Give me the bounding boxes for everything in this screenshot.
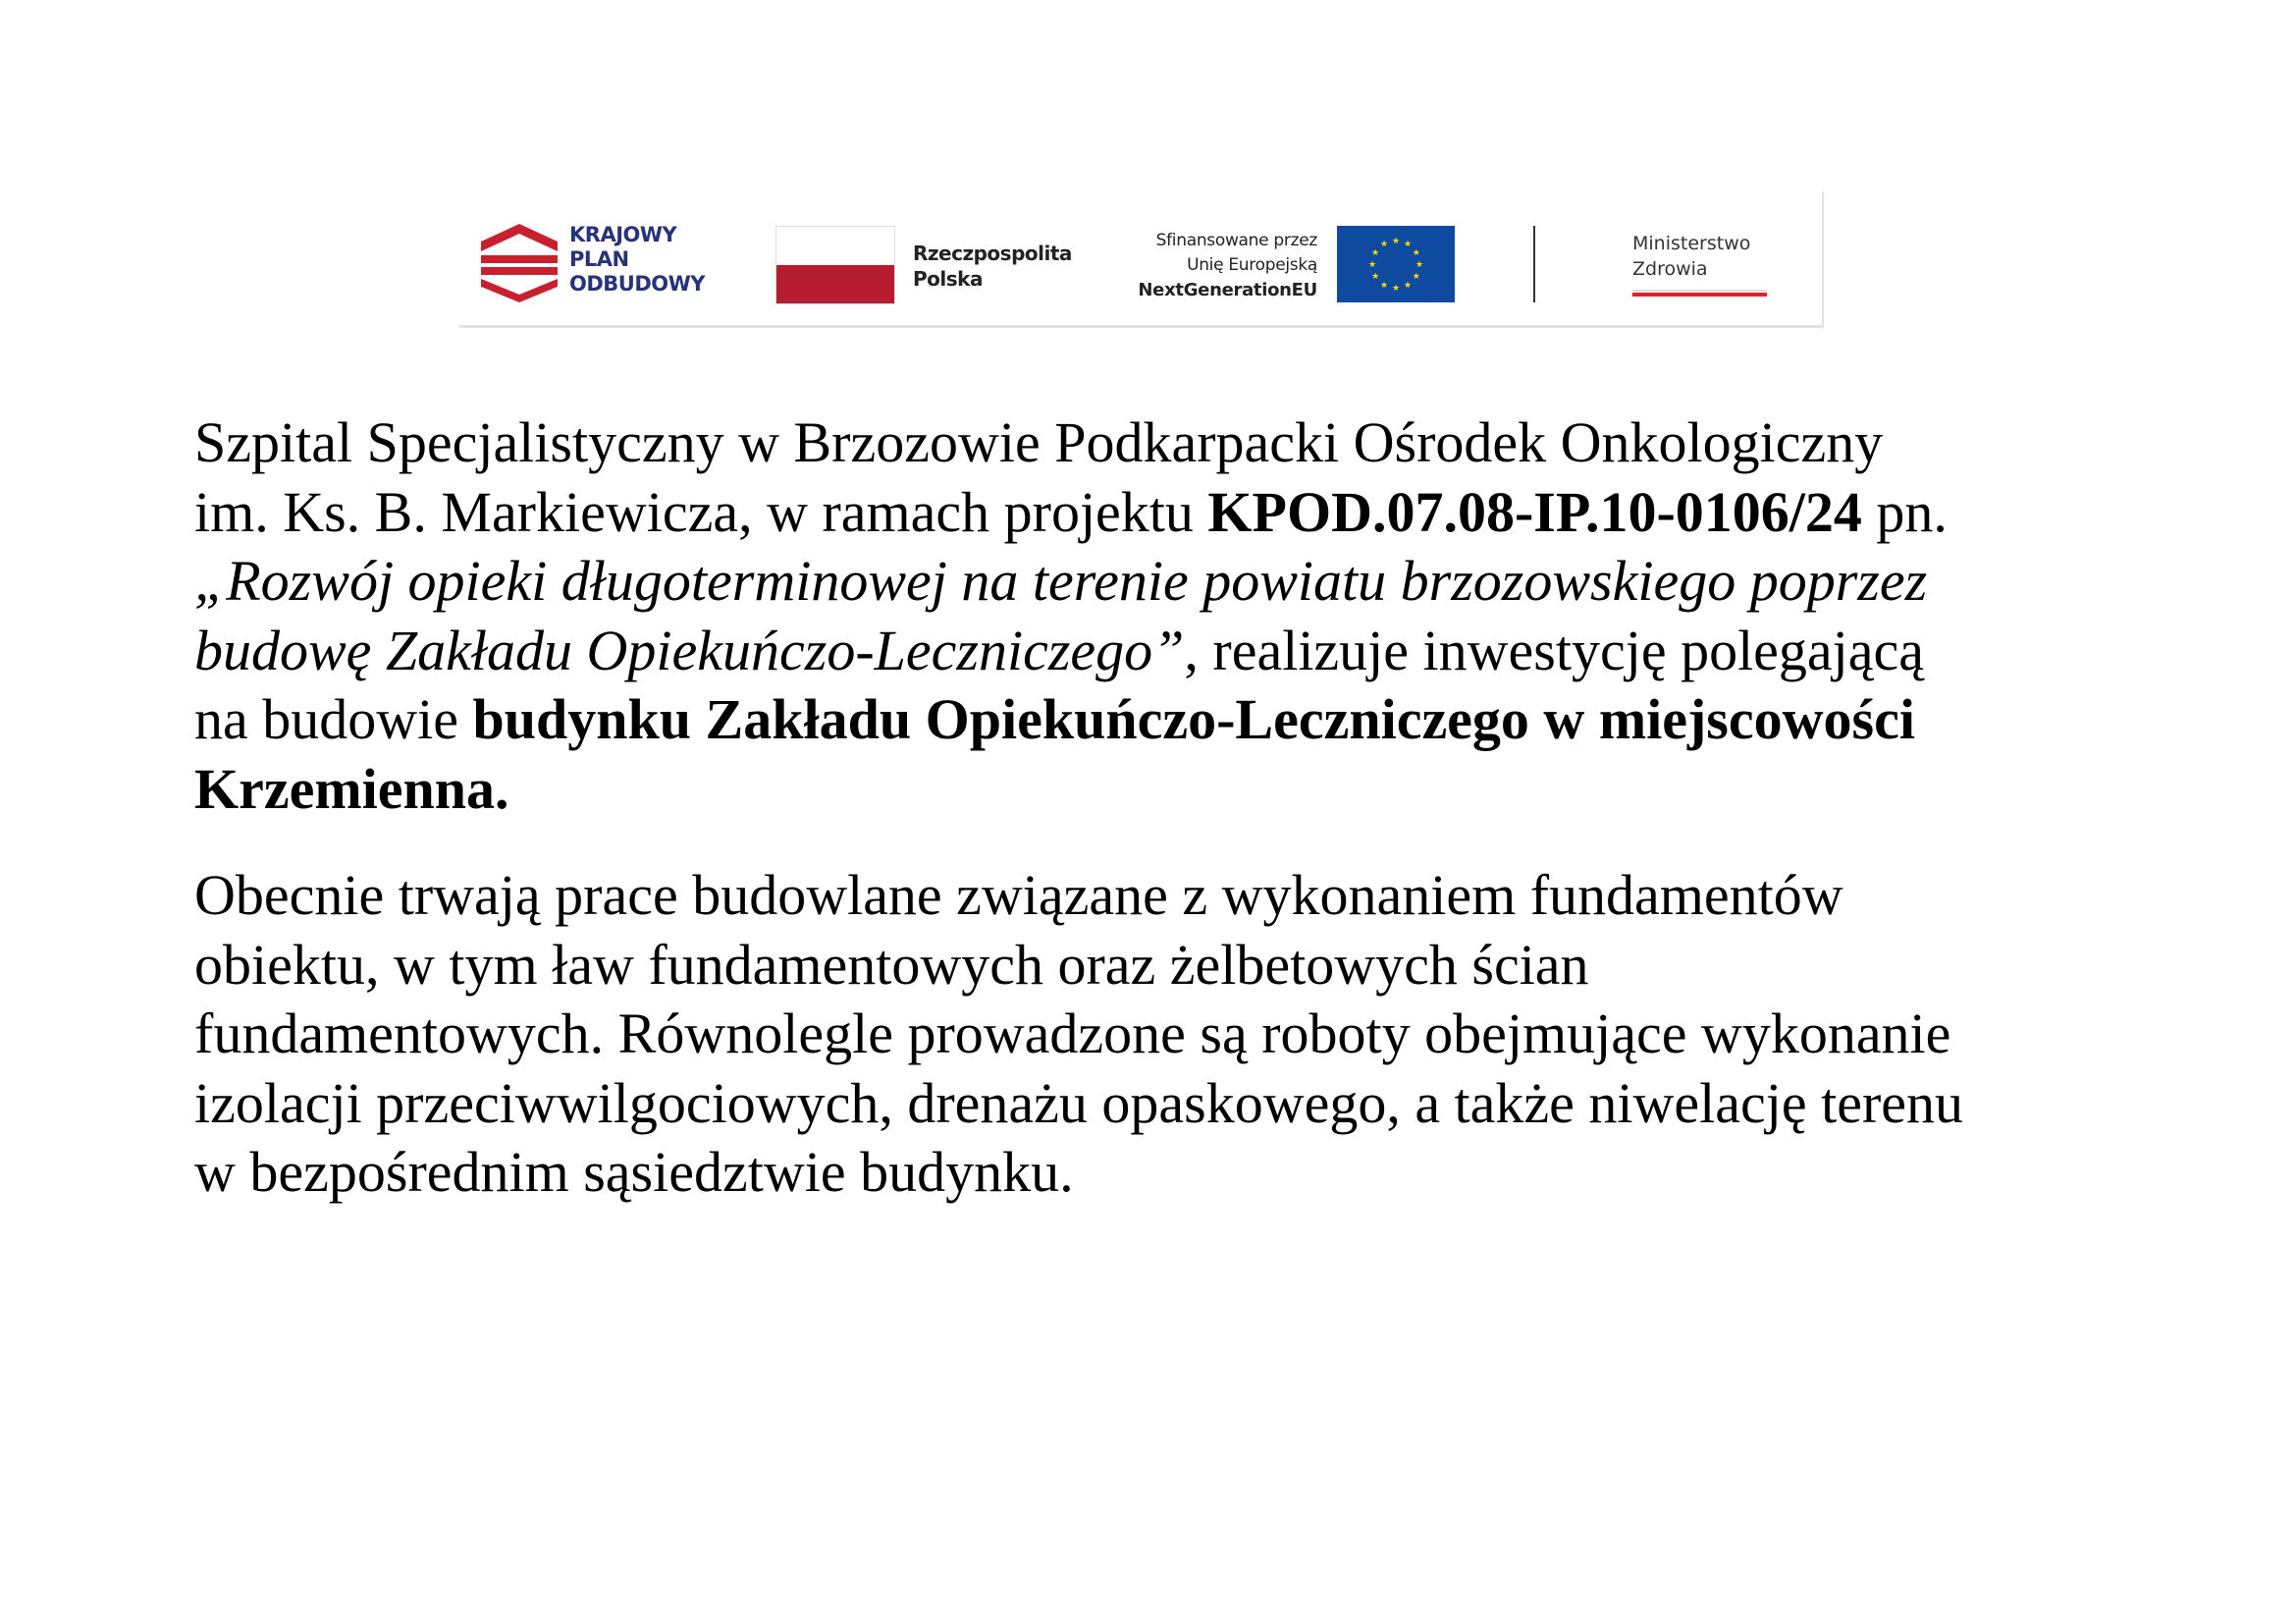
text-line xyxy=(194,685,1948,755)
text: pn. xyxy=(1861,479,1948,544)
kpo-line: KRAJOWY xyxy=(569,223,677,246)
eu-star-icon: ★ xyxy=(1412,247,1420,257)
eu-star-icon: ★ xyxy=(1379,239,1389,249)
building-name: Krzemienna. xyxy=(194,756,509,821)
funding-logos-bar xyxy=(459,191,1824,328)
project-title: budowę Zakładu Opiekuńczo-Leczniczego” xyxy=(194,618,1185,682)
building-name: budynku Zakładu Opiekuńczo-Leczniczego w miejscowości xyxy=(472,687,1915,751)
text: , realizuje inwestycję polegającą xyxy=(1184,618,1925,682)
paragraph-project xyxy=(194,408,1948,824)
text-line: Obecnie trwają prace budowlane związane z wykonaniem fundamentów xyxy=(194,863,1843,927)
eu-star-icon: ★ xyxy=(1412,271,1420,281)
rp-line: Rzeczpospolita xyxy=(913,242,1072,265)
project-title: „Rozwój opieki długoterminowej na terenie powiatu brzozowskiego poprzez xyxy=(194,549,1928,613)
eu-funding-text xyxy=(1107,229,1317,302)
eu-line: Sfinansowane przez xyxy=(1155,231,1317,250)
text: im. Ks. B. Markiewicza, w ramach projektu xyxy=(194,479,1208,544)
kpo-logo-icon xyxy=(481,224,558,304)
paragraph-progress xyxy=(194,861,1963,1208)
text-line xyxy=(194,478,1948,548)
rp-logo-text xyxy=(913,241,1072,292)
kpo-line: PLAN xyxy=(569,247,629,271)
kpo-line: ODBUDOWY xyxy=(569,272,705,296)
text-line: fundamentowych. Równolegle prowadzone są roboty obejmujące wykonanie xyxy=(194,1001,1951,1065)
eu-star-icon: ★ xyxy=(1415,259,1424,269)
eu-star-icon: ★ xyxy=(1371,247,1380,257)
text-line xyxy=(194,617,1948,686)
mz-logo-stripe xyxy=(1632,290,1767,297)
eu-line: NextGenerationEU xyxy=(1138,280,1317,300)
text: na budowie xyxy=(194,687,473,751)
eu-star-icon: ★ xyxy=(1371,271,1380,281)
eu-star-icon: ★ xyxy=(1403,239,1413,249)
divider xyxy=(1533,226,1535,302)
text-line: izolacji przeciwwilgociowych, drenażu opaskowego, a także niwelację terenu xyxy=(194,1070,1964,1135)
kpo-logo-text xyxy=(569,223,705,297)
eu-star-icon: ★ xyxy=(1367,259,1377,269)
mz-logo-text xyxy=(1632,231,1750,282)
project-number: KPOD.07.08-IP.10-0106/24 xyxy=(1207,479,1862,544)
rp-line: Polska xyxy=(913,267,983,291)
eu-star-icon: ★ xyxy=(1379,279,1389,290)
eu-line: Unię Europejską xyxy=(1187,255,1317,275)
eu-star-icon: ★ xyxy=(1403,279,1413,290)
eu-flag-icon xyxy=(1337,226,1455,302)
text-line: obiektu, w tym ław fundamentowych oraz żelbetowych ścian xyxy=(194,932,1589,997)
eu-star-icon: ★ xyxy=(1391,283,1401,293)
polish-flag xyxy=(775,226,895,304)
text-line: Szpital Specjalistyczny w Brzozowie Podkarpacki Ośrodek Onkologiczny xyxy=(194,410,1884,474)
text-line: w bezpośrednim sąsiedztwie budynku. xyxy=(194,1140,1074,1204)
mz-line: Ministerstwo xyxy=(1632,233,1751,254)
mz-line: Zdrowia xyxy=(1632,258,1708,280)
eu-star-icon: ★ xyxy=(1391,236,1401,245)
